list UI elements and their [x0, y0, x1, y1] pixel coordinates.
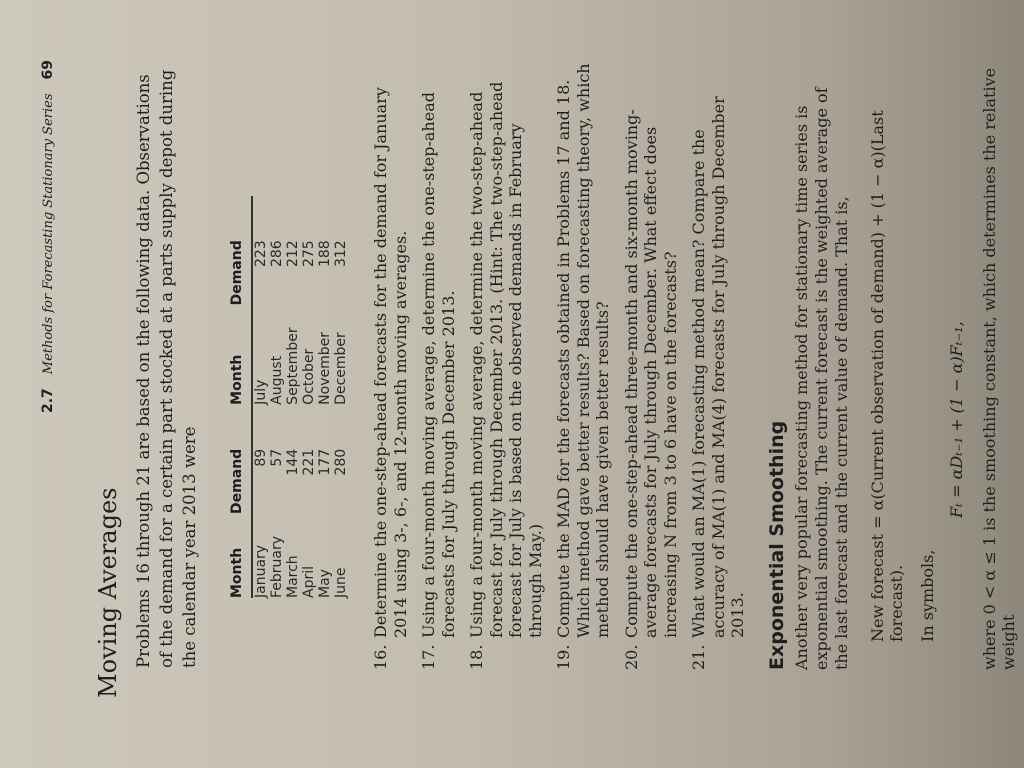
- table-cell: 286: [269, 240, 285, 268]
- table-cell: November: [317, 331, 333, 405]
- formula-words: New forecast = α(Current observation of demand) + (1 − α)(Last forecast).: [867, 110, 906, 642]
- table-cell: January: [253, 544, 269, 598]
- table-cell: 223: [253, 240, 269, 268]
- problem-list: [371, 60, 748, 698]
- table-row: [285, 196, 301, 598]
- problem-text: Using a four-month moving average, determine the two-step-ahead forecast for July through December 2013. (Hint: The two-step-ahead forecast for July is based on the observed demands in February through May.): [467, 81, 545, 638]
- table-cell: 57: [269, 448, 285, 467]
- table-cell: 280: [333, 448, 349, 476]
- problem-number: 16.: [371, 644, 390, 670]
- subsection-heading: Exponential Smoothing: [765, 420, 788, 670]
- table-cell: May: [317, 569, 333, 598]
- problem-item: [689, 60, 748, 698]
- problem-text: Determine the one-step-ahead forecasts for the demand for January 2014 using 3-, 6-, and 12-month moving averages.: [371, 87, 410, 638]
- header-month-1: Month: [227, 514, 252, 598]
- table-cell: 212: [285, 240, 301, 268]
- table-cell: 144: [285, 448, 301, 476]
- table-row: [269, 196, 285, 598]
- table-row: [301, 196, 317, 598]
- section-heading: Moving Averages: [94, 487, 122, 698]
- table-cell: 312: [333, 240, 349, 268]
- problem-item: [467, 60, 545, 698]
- problem-number: 20.: [621, 644, 641, 670]
- running-head-section: 2.7: [40, 388, 56, 414]
- running-head-title: Methods for Forecasting Stationary Series: [41, 93, 56, 375]
- table-cell: March: [285, 555, 301, 598]
- table-cell: April: [301, 566, 317, 598]
- demand-table: [227, 196, 349, 598]
- table-cell: October: [301, 348, 317, 405]
- exponential-smoothing-paragraph: Another very popular forecasting method for stationary time series is exponential smoothing. The current forecast is the weighted average of the last forecast and the current value of demand. That is,: [791, 87, 851, 670]
- problem-item: [554, 60, 613, 698]
- header-demand-2: Demand: [227, 196, 252, 305]
- header-demand-1: Demand: [227, 405, 252, 514]
- table-row: [252, 196, 269, 598]
- problem-number: 17.: [419, 644, 438, 670]
- table-cell: February: [269, 535, 285, 598]
- closing-line: where 0 < α ≤ 1 is the smoothing constant, which determines the relative weight: [979, 67, 1018, 670]
- intro-paragraph: Problems 16 through 21 are based on the following data. Observations of the demand for a certain part stocked at a parts supply depot during the calendar year 2013 were: [134, 69, 199, 668]
- problem-text: Compute the MAD for the forecasts obtained in Problems 17 and 18. Which method gave better results? Based on forecasting theory, which method should have given better results?: [554, 63, 612, 638]
- formula-symbols: Fₜ = αDₜ₋₁ + (1 − α)Fₜ₋₁,: [946, 321, 966, 518]
- problem-number: 21.: [689, 644, 708, 670]
- problem-number: 19.: [554, 644, 573, 670]
- problem-item: [419, 60, 458, 698]
- table-cell: September: [285, 327, 301, 405]
- problem-item: [622, 60, 681, 698]
- problem-item: [371, 60, 410, 698]
- table-cell: 89: [253, 448, 269, 467]
- table-cell: July: [253, 379, 269, 405]
- table-cell: 177: [317, 448, 333, 476]
- running-head: [40, 60, 74, 698]
- problem-number: 18.: [467, 644, 486, 670]
- in-symbols-label: In symbols,: [917, 549, 937, 642]
- table-header-row: [227, 196, 252, 598]
- table-cell: June: [333, 567, 349, 598]
- problem-text: What would an MA(1) forecasting method mean? Compare the accuracy of MA(1) and MA(4) forecasts for July through December 2013.: [689, 96, 747, 638]
- problem-text: Using a four-month moving average, determine the one-step-ahead forecasts for July through December 2013.: [419, 92, 458, 638]
- table-cell: December: [333, 332, 349, 405]
- table-cell: 188: [317, 240, 333, 268]
- page-number: 69: [40, 60, 56, 80]
- problem-text: Compute the one-step-ahead three-month and six-month moving-average forecasts for July through December. What effect does increasing N from 3 to 6 have on the forecasts?: [621, 109, 680, 638]
- table-row: [317, 196, 333, 598]
- table-cell: August: [269, 355, 285, 405]
- header-month-2: Month: [227, 305, 252, 404]
- table-row: [333, 196, 349, 598]
- table-cell: 275: [301, 240, 317, 268]
- table-cell: 221: [301, 448, 317, 476]
